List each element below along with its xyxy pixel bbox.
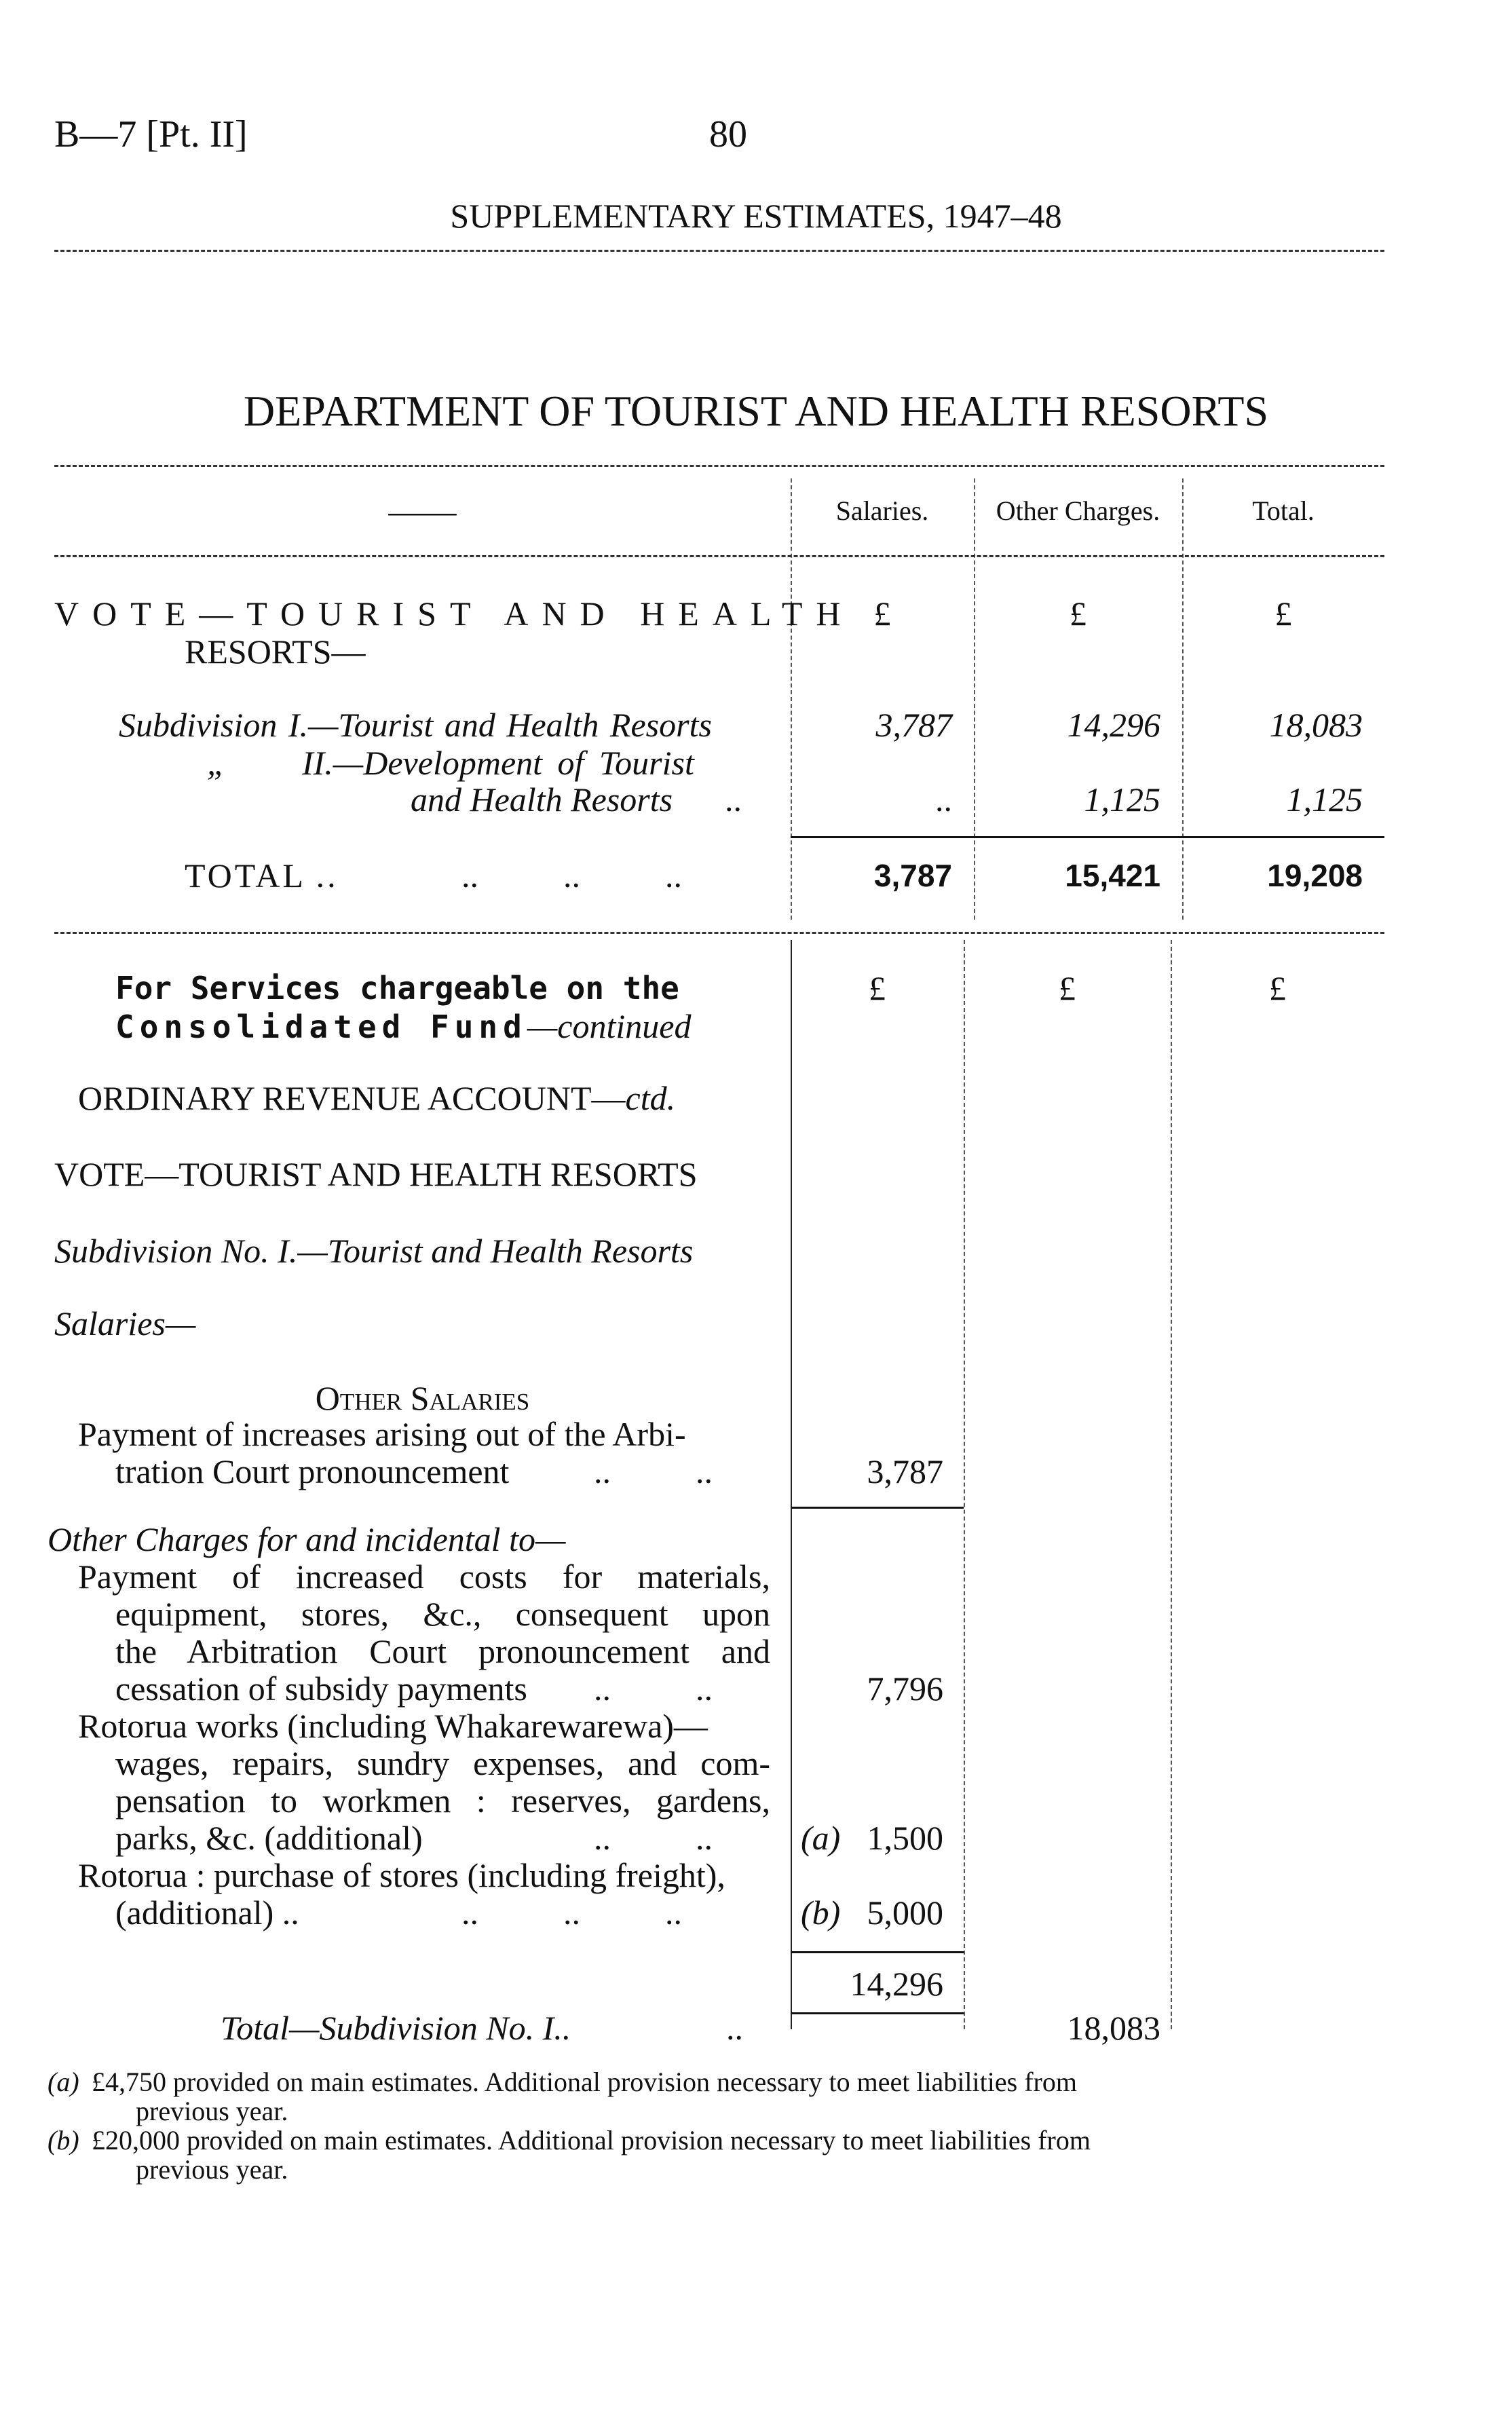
summary-total-total: 19,208 [1267, 858, 1363, 893]
page-number: 80 [709, 113, 747, 155]
subdivision-2-label-line2: and Health Resorts [411, 780, 673, 818]
document-ref: B—7 [Pt. II] [54, 113, 248, 155]
footnote-a-line1: £4,750 provided on main estimates. Additional provision necessary to meet liabilities from [92, 2067, 1077, 2097]
vote-heading-line1: VOTE—TOURIST AND HEALTH [54, 595, 854, 633]
item2-note-mark: (a) [801, 1819, 841, 1857]
summary-total-label: TOTAL .. [185, 856, 339, 895]
summary-subtotal-rule [791, 836, 1384, 838]
currency-total: £ [1274, 595, 1292, 633]
department-title: DEPARTMENT OF TOURIST AND HEALTH RESORTS [243, 387, 1269, 435]
item3-amount: 5,000 [867, 1894, 943, 1932]
item3-line1: Rotorua : purchase of stores (including freight), [78, 1856, 725, 1894]
other-charges-subtotal-rule [791, 2012, 964, 2014]
salaries-subtotal-rule [791, 1507, 964, 1509]
services-heading-line1: For Services chargeable on the [115, 970, 679, 1006]
item1-line3: the Arbitration Court pronouncement and [115, 1632, 770, 1670]
summary-total-salaries: 3,787 [873, 858, 952, 893]
subdivision-total-label: Total—Subdivision No. I.. [221, 2009, 571, 2047]
item3-note-mark: (b) [801, 1894, 841, 1932]
detail-currency-1: £ [869, 969, 886, 1007]
payment-line2: tration Court pronouncement [115, 1452, 510, 1490]
table-top-rule [54, 465, 1384, 467]
column-header-total: Total. [1252, 495, 1315, 526]
column-header-other-charges: Other Charges. [996, 495, 1160, 526]
currency-other-charges: £ [1070, 595, 1086, 633]
item1-leaders: .. .. [594, 1670, 713, 1708]
column-divider-2 [974, 478, 975, 920]
ordinary-revenue-ctd: ctd. [625, 1079, 676, 1117]
page-header-title: SUPPLEMENTARY ESTIMATES, 1947–48 [450, 197, 1062, 235]
subdivision-2-total: 1,125 [1286, 780, 1363, 818]
subdivision-1-salaries: 3,787 [875, 706, 952, 744]
footnote-a-line2: previous year. [136, 2096, 288, 2126]
payment-leaders: .. .. [594, 1452, 713, 1490]
item2-leaders: .. .. [594, 1819, 713, 1857]
detail-vote-heading: VOTE—TOURIST AND HEALTH RESORTS [54, 1155, 698, 1193]
item1-line4: cessation of subsidy payments [115, 1670, 527, 1708]
column-divider-1 [791, 478, 792, 920]
footnote-b-line2: previous year. [136, 2154, 288, 2185]
subdivision-2-label-line1: II.—Development of Tourist [302, 744, 694, 782]
item3-leaders: .. .. .. [461, 1894, 682, 1932]
other-charges-rule [791, 1951, 964, 1953]
summary-total-other: 15,421 [1065, 858, 1160, 893]
item1-line1: Payment of increased costs for materials, [78, 1558, 770, 1596]
column-divider-3 [1182, 478, 1184, 920]
subdivision-2-salaries: .. [935, 780, 952, 818]
other-charges-subtotal: 14,296 [850, 1965, 943, 2003]
column-header-rule [54, 555, 1384, 557]
detail-subdivision-heading: Subdivision No. I.—Tourist and Health Resorts [54, 1232, 694, 1270]
item1-line2: equipment, stores, &c., consequent upon [115, 1595, 770, 1633]
item2-line2: wages, repairs, sundry expenses, and com- [115, 1744, 770, 1782]
payment-line1: Payment of increases arising out of the Arbi- [78, 1415, 686, 1453]
ditto-mark: „ [207, 744, 226, 782]
subdivision-1-label: Subdivision I.—Tourist and Health Resorts [119, 706, 712, 744]
item3-line2: (additional) .. [115, 1894, 299, 1932]
other-charges-heading: Other Charges for and incidental to— [48, 1520, 566, 1558]
item1-amount: 7,796 [867, 1670, 943, 1708]
ordinary-revenue-heading: ORDINARY REVENUE ACCOUNT— [78, 1079, 626, 1117]
item2-line1: Rotorua works (including Whakarewarewa)— [78, 1707, 708, 1745]
item2-amount: 1,500 [867, 1819, 943, 1857]
subdivision-2-other: 1,125 [1084, 780, 1160, 818]
currency-salaries: £ [873, 595, 891, 633]
subdivision-total-amount: 18,083 [1067, 2009, 1160, 2047]
subdivision-2-leaders: .. [725, 780, 742, 818]
column-header-blank: —— [388, 492, 457, 530]
detail-currency-3: £ [1269, 969, 1286, 1007]
item2-line4: parks, &c. (additional) [115, 1819, 423, 1857]
footnote-b-line1: £20,000 provided on main estimates. Additional provision necessary to meet liabilities from [92, 2125, 1091, 2155]
payment-amount: 3,787 [867, 1452, 943, 1490]
services-heading-fund: Consolidated Fund [115, 1009, 527, 1045]
salaries-heading: Salaries— [54, 1304, 196, 1342]
subdivision-1-total: 18,083 [1269, 706, 1363, 744]
summary-bottom-rule [54, 932, 1384, 934]
summary-total-leaders: .. .. .. [461, 856, 682, 895]
detail-currency-2: £ [1059, 969, 1076, 1007]
subdivision-total-leaders: .. [726, 2009, 743, 2047]
footnote-a-mark: (a) [48, 2067, 79, 2097]
detail-divider-3 [1171, 940, 1172, 2029]
column-header-salaries: Salaries. [835, 495, 929, 526]
vote-heading-line2: RESORTS— [185, 633, 366, 671]
item2-line3: pensation to workmen : reserves, gardens, [115, 1782, 770, 1820]
services-heading-continued: —continued [527, 1007, 692, 1045]
other-salaries-heading: Other Salaries [315, 1379, 530, 1417]
footnote-b-mark: (b) [48, 2125, 79, 2155]
detail-divider-2 [964, 940, 965, 2029]
header-rule [54, 250, 1384, 252]
subdivision-1-other: 14,296 [1067, 706, 1160, 744]
